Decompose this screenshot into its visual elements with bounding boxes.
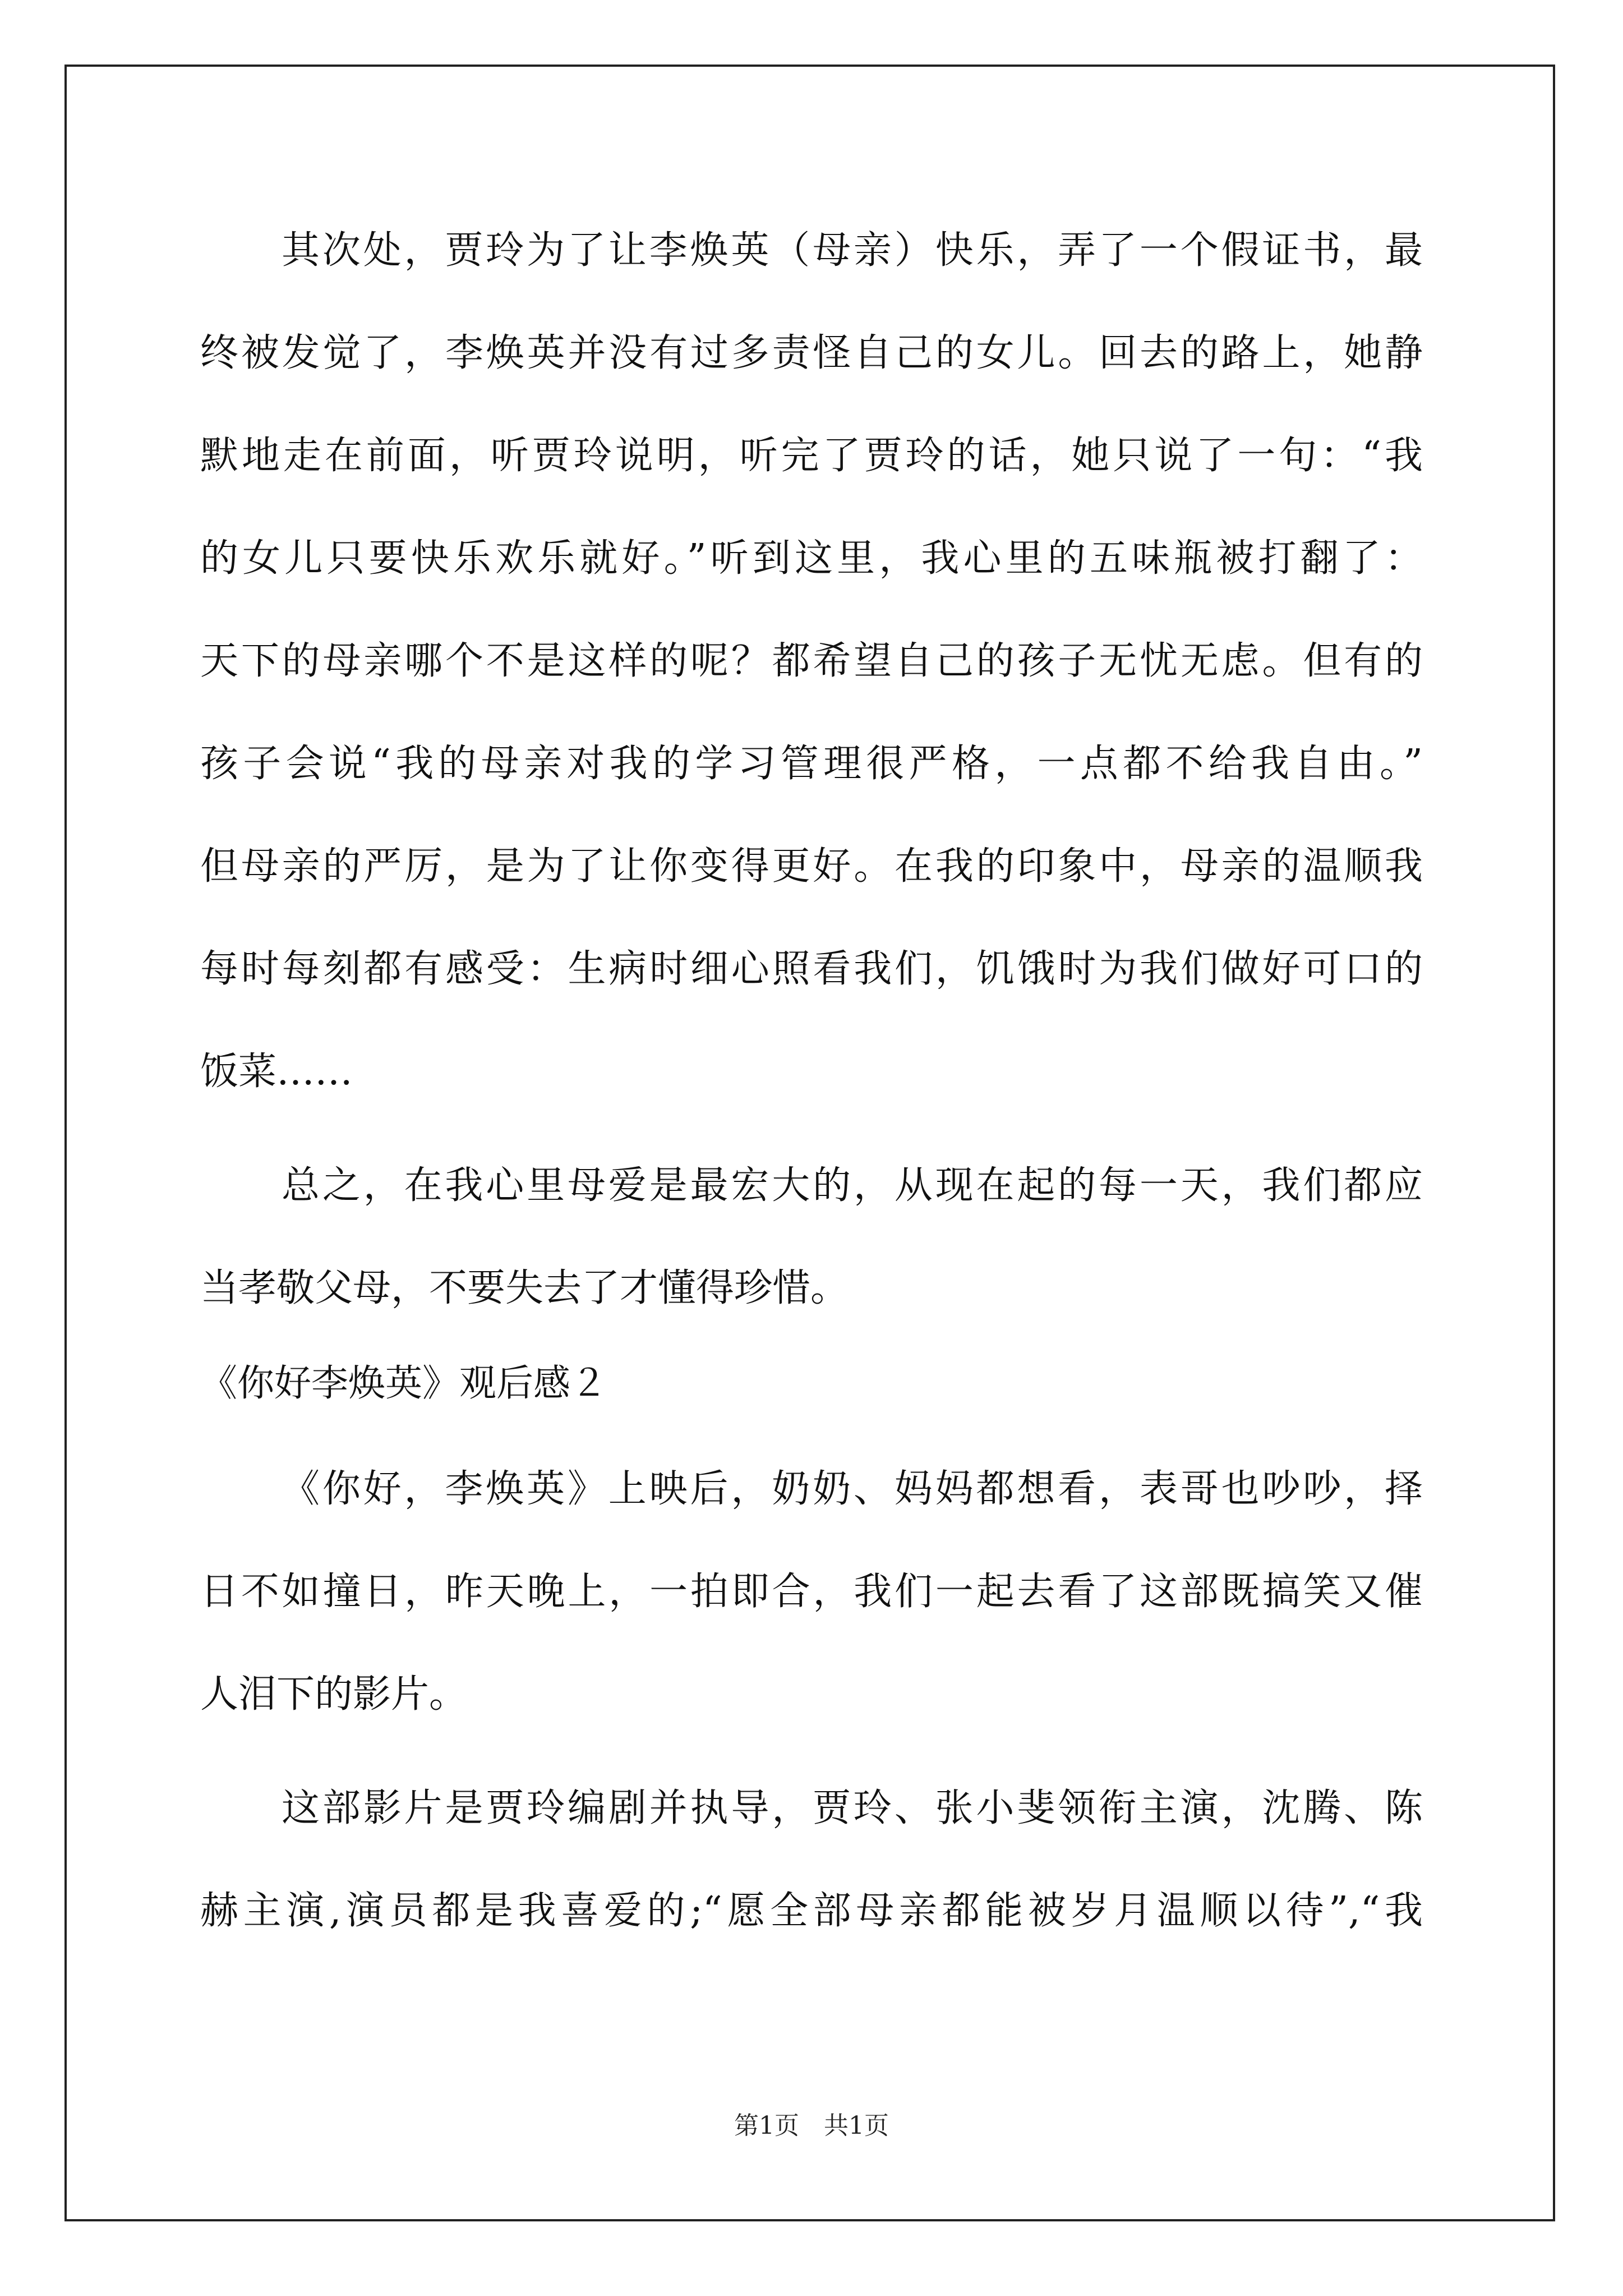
paragraph-1-line-3: 默地走在前面，听贾玲说明，听完了贾玲的话，她只说了一句：“我 [200, 434, 1423, 478]
paragraph-1-line-4: 的女儿只要快乐欢乐就好。”听到这里，我心里的五味瓶被打翻了： [200, 536, 1423, 581]
paragraph-3-line-3: 人泪下的影片。 [200, 1672, 468, 1717]
paragraph-2-line-1: 总之，在我心里母爱是最宏大的，从现在起的每一天，我们都应 [282, 1163, 1423, 1208]
paragraph-1-line-6: 孩子会说“我的母亲对我的学习管理很严格，一点都不给我自由。” [200, 742, 1423, 786]
paragraph-4-line-1: 这部影片是贾玲编剧并执导，贾玲、张小斐领衔主演，沈腾、陈 [282, 1786, 1423, 1830]
section-heading: 《你好李焕英》观后感２ [200, 1361, 607, 1405]
page-footer: 第1页 共1页 [734, 2111, 889, 2140]
paragraph-1-line-1: 其次处，贾玲为了让李焕英（母亲）快乐，弄了一个假证书，最 [282, 228, 1423, 273]
paragraph-2-line-2: 当孝敬父母，不要失去了才懂得珍惜。 [200, 1266, 849, 1310]
paragraph-1-line-2: 终被发觉了，李焕英并没有过多责怪自己的女儿。回去的路上，她静 [200, 331, 1423, 375]
paragraph-3-line-2: 日不如撞日，昨天晚上，一拍即合，我们一起去看了这部既搞笑又催 [200, 1570, 1423, 1614]
paragraph-1-line-5: 天下的母亲哪个不是这样的呢？都希望自己的孩子无忧无虑。但有的 [200, 639, 1423, 683]
paragraph-1-line-7: 但母亲的严厉，是为了让你变得更好。在我的印象中，母亲的温顺我 [200, 844, 1423, 889]
paragraph-1-line-9: 饭菜…… [200, 1050, 353, 1094]
paragraph-1-line-8: 每时每刻都有感受：生病时细心照看我们，饥饿时为我们做好可口的 [200, 947, 1423, 991]
paragraph-3-line-1: 《你好，李焕英》上映后，奶奶、妈妈都想看，表哥也吵吵，择 [282, 1467, 1423, 1511]
paragraph-4-line-2: 赫主演,演员都是我喜爱的;“愿全部母亲都能被岁月温顺以待”,“我 [200, 1889, 1423, 1933]
